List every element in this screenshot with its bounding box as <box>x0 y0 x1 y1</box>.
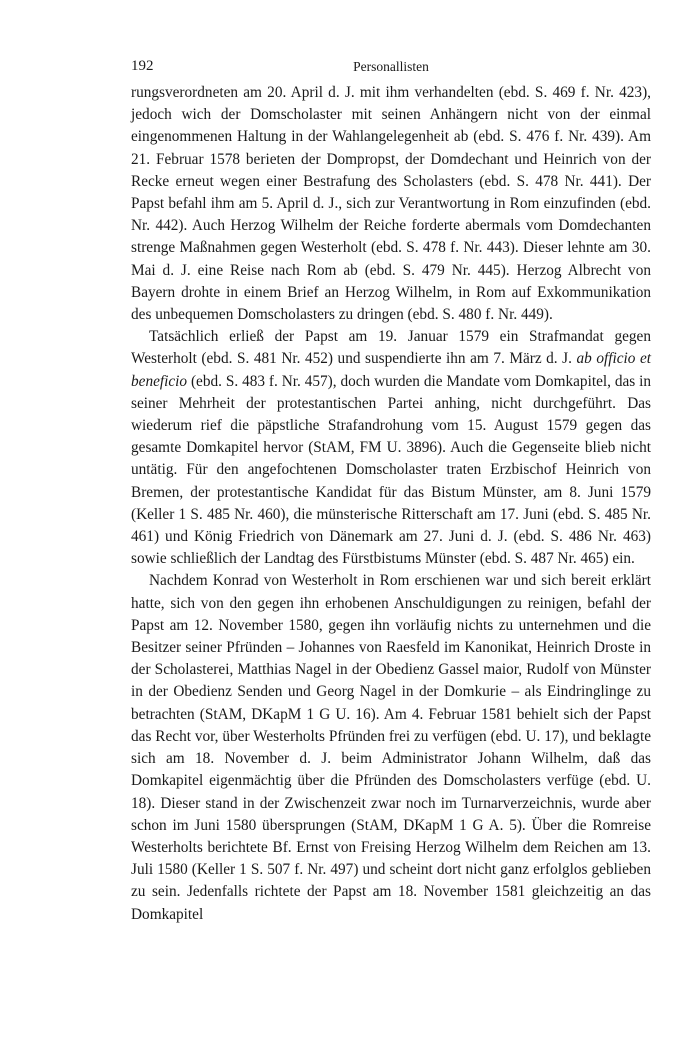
paragraph-3 <box>131 570 651 925</box>
paragraph-1 <box>131 82 651 326</box>
paragraph-2-italic-phrase: ab officio et beneficio <box>131 350 651 390</box>
paragraph-2-text-after: (ebd. S. 483 f. Nr. 457), doch wurden die Mandate vom Domkapitel, das in seiner Mehrheit der protestantischen Partei anhing, nicht durchgeführt. Das wiederum rief die päpstliche Strafandrohung vom 15. August 1579 gegen das gesamte Domkapitel hervor (StAM, FM U. 3896). Auch die Gegenseite blieb nicht untätig. Für den angefochtenen Domscholaster traten Erzbischof Heinrich von Bremen, der protestantische Kandidat für das Bistum Münster, am 8. Juni 1579 (Keller 1 S. 485 Nr. 460), die münsterische Ritterschaft am 17. Juni (ebd. S. 485 Nr. 461) und König Friedrich von Dänemark am 27. Juni d. J. (ebd. S. 486 Nr. 463) sowie schließlich der Landtag des Fürstbistums Münster (ebd. S. 487 Nr. 465) ein. <box>131 372 651 568</box>
paragraph-2-text-before: Tatsächlich erließ der Papst am 19. Januar 1579 ein Strafmandat gegen Westerholt (ebd. S. 481 Nr. 452) und suspendierte ihn am 7. März d. J. <box>131 328 651 368</box>
page-header <box>131 58 651 78</box>
body-text <box>131 82 651 926</box>
page-number: 192 <box>131 58 154 74</box>
paragraph-3-text: Nachdem Konrad von Westerholt in Rom erschienen war und sich bereit erklärt hatte, sich von den gegen ihn erhobenen Anschuldigungen zu reinigen, befahl der Papst am 12. November 1580, gegen ihn vorläufig nichts zu unternehmen und die Besitzer seiner Pfründen – Johannes von Raesfeld im Kanonikat, Heinrich Droste in der Scholasterei, Matthias Nagel in der Obedienz Gassel maior, Rudolf von Münster in der Obedienz Senden und Georg Nagel in der Domkurie – als Eindringlinge zu betrachten (StAM, DKapM 1 G U. 16). Am 4. Februar 1581 behielt sich der Papst das Recht vor, über Westerholts Pfründen frei zu verfügen (ebd. U. 17), und beklagte sich am 18. November d. J. beim Administrator Johann Wilhelm, daß das Domkapitel eigenmächtig über die Pfründen des Domscholasters verfüge (ebd. U. 18). Dieser stand in der Zwischenzeit zwar noch im Turnarverzeichnis, wurde aber schon im Juni 1580 übersprungen (StAM, DKapM 1 G A. 5). Über die Romreise Westerholts berichtete Bf. Ernst von Freising Herzog Wilhelm dem Reichen am 13. Juli 1580 (Keller 1 S. 507 f. Nr. 497) und scheint dort nicht ganz erfolglos geblieben zu sein. Jedenfalls richtete der Papst am 18. November 1581 gleichzeitig an das Domkapitel <box>131 572 651 923</box>
running-head: Personallisten <box>353 59 429 74</box>
paragraph-2 <box>131 326 651 570</box>
paragraph-1-text: rungsverordneten am 20. April d. J. mit ihm verhandelten (ebd. S. 469 f. Nr. 423), jedoch wich der Domscholaster mit seinen Anhängern nicht von der einmal eingenommenen Haltung in der Wahlangelegenheit ab (ebd. S. 476 f. Nr. 439). Am 21. Februar 1578 berieten der Dompropst, der Domdechant und Heinrich von der Recke erneut wegen einer Bestrafung des Scholasters (ebd. S. 478 Nr. 441). Der Papst befahl ihm am 5. April d. J., sich zur Verantwortung in Rom einzufinden (ebd. Nr. 442). Auch Herzog Wilhelm der Reiche forderte abermals vom Domdechanten strenge Maßnahmen gegen Westerholt (ebd. S. 478 f. Nr. 443). Dieser lehnte am 30. Mai d. J. eine Reise nach Rom ab (ebd. S. 479 Nr. 445). Herzog Albrecht von Bayern drohte in einem Brief an Herzog Wilhelm, in Rom auf Exkommunikation des unbequemen Domscholasters zu dringen (ebd. S. 480 f. Nr. 449). <box>131 84 651 324</box>
